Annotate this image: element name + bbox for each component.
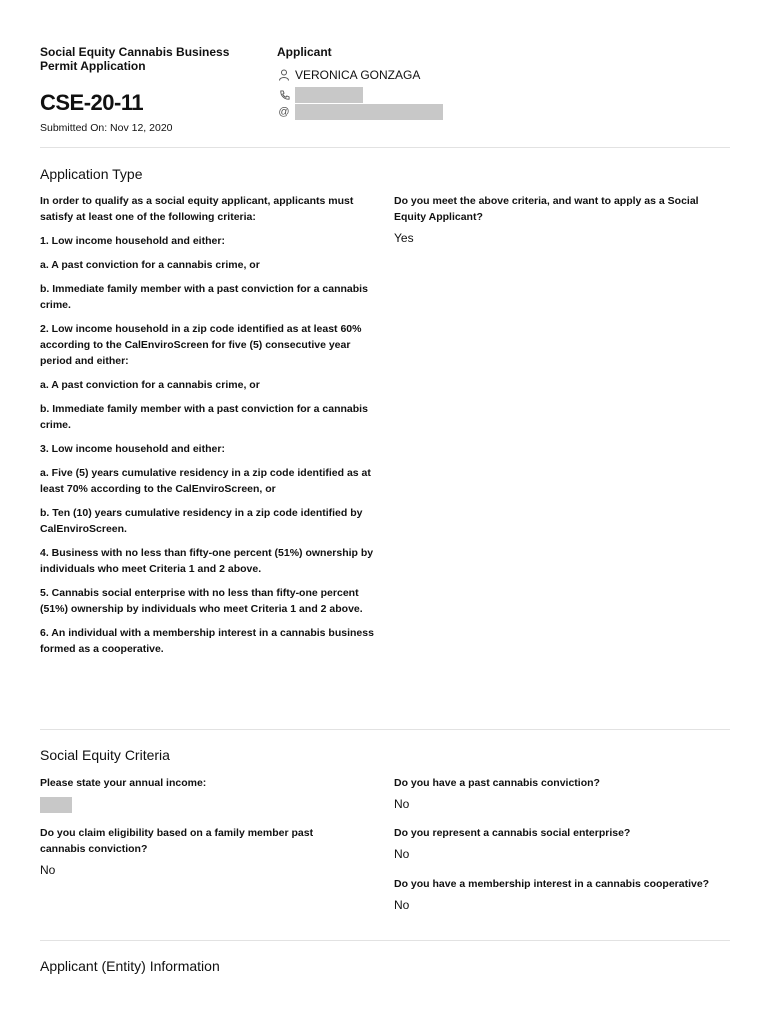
divider [40,940,730,941]
at-icon: @ [278,106,290,118]
apply-answer: Yes [394,231,414,245]
criteria-item: 4. Business with no less than fifty-one percent (51%) ownership by individuals who meet Criteria 1 and 2 above. [40,547,374,575]
criteria-list [40,193,385,665]
divider [40,147,730,148]
coop-question: Do you have a membership interest in a cannabis cooperative? [394,878,710,890]
criteria-intro: In order to qualify as a social equity applicant, applicants must satisfy at least one of the following criteria: [40,195,354,223]
section-title-entity: Applicant (Entity) Information [40,958,220,974]
criteria-item: b. Ten (10) years cumulative residency in a zip code identified by CalEnviroScreen. [40,507,363,535]
family-answer: No [40,863,56,877]
criteria-item: 3. Low income household and either: [40,443,225,455]
criteria-item: b. Immediate family member with a past conviction for a cannabis crime. [40,283,368,311]
person-icon [277,68,291,82]
criteria-item: 6. An individual with a membership interest in a cannabis business formed as a cooperative. [40,627,374,655]
section-title-application-type: Application Type [40,166,143,182]
form-title: Social Equity Cannabis Business Permit Application [40,45,230,73]
coop-answer: No [394,898,410,912]
income-question: Please state your annual income: [40,777,207,789]
income-redacted [40,797,72,813]
criteria-item: a. Five (5) years cumulative residency in a zip code identified as at least 70% according to the CalEnviroScreen, or [40,467,371,495]
criteria-item: a. A past conviction for a cannabis crime, or [40,379,260,391]
applicant-name: VERONICA GONZAGA [295,68,421,82]
criteria-item: b. Immediate family member with a past conviction for a cannabis crime. [40,403,368,431]
criteria-item: 1. Low income household and either: [40,235,225,247]
enterprise-question: Do you represent a cannabis social enterprise? [394,827,631,839]
applicant-heading: Applicant [277,45,332,59]
applicant-phone-row [277,87,363,103]
permit-code: CSE-20-11 [40,90,144,115]
submitted-date: Submitted On: Nov 12, 2020 [40,122,173,134]
applicant-name-row [277,68,420,82]
divider [40,729,730,730]
apply-question: Do you meet the above criteria, and want to apply as a Social Equity Applicant? [394,195,699,223]
phone-icon [277,88,291,102]
section-title-social-equity: Social Equity Criteria [40,747,170,763]
criteria-item: a. A past conviction for a cannabis crime, or [40,259,260,271]
applicant-email-row [277,104,443,120]
family-question: Do you claim eligibility based on a family member past cannabis conviction? [40,827,314,855]
enterprise-answer: No [394,847,410,861]
phone-redacted [295,87,363,103]
criteria-item: 5. Cannabis social enterprise with no less than fifty-one percent (51%) ownership by individuals who meet Criteria 1 and 2 above. [40,587,363,615]
email-redacted [295,104,443,120]
conviction-question: Do you have a past cannabis conviction? [394,777,600,789]
conviction-answer: No [394,797,410,811]
criteria-item: 2. Low income household in a zip code identified as at least 60% according to the CalEnviroScreen for five (5) consecutive year period and either: [40,323,362,367]
